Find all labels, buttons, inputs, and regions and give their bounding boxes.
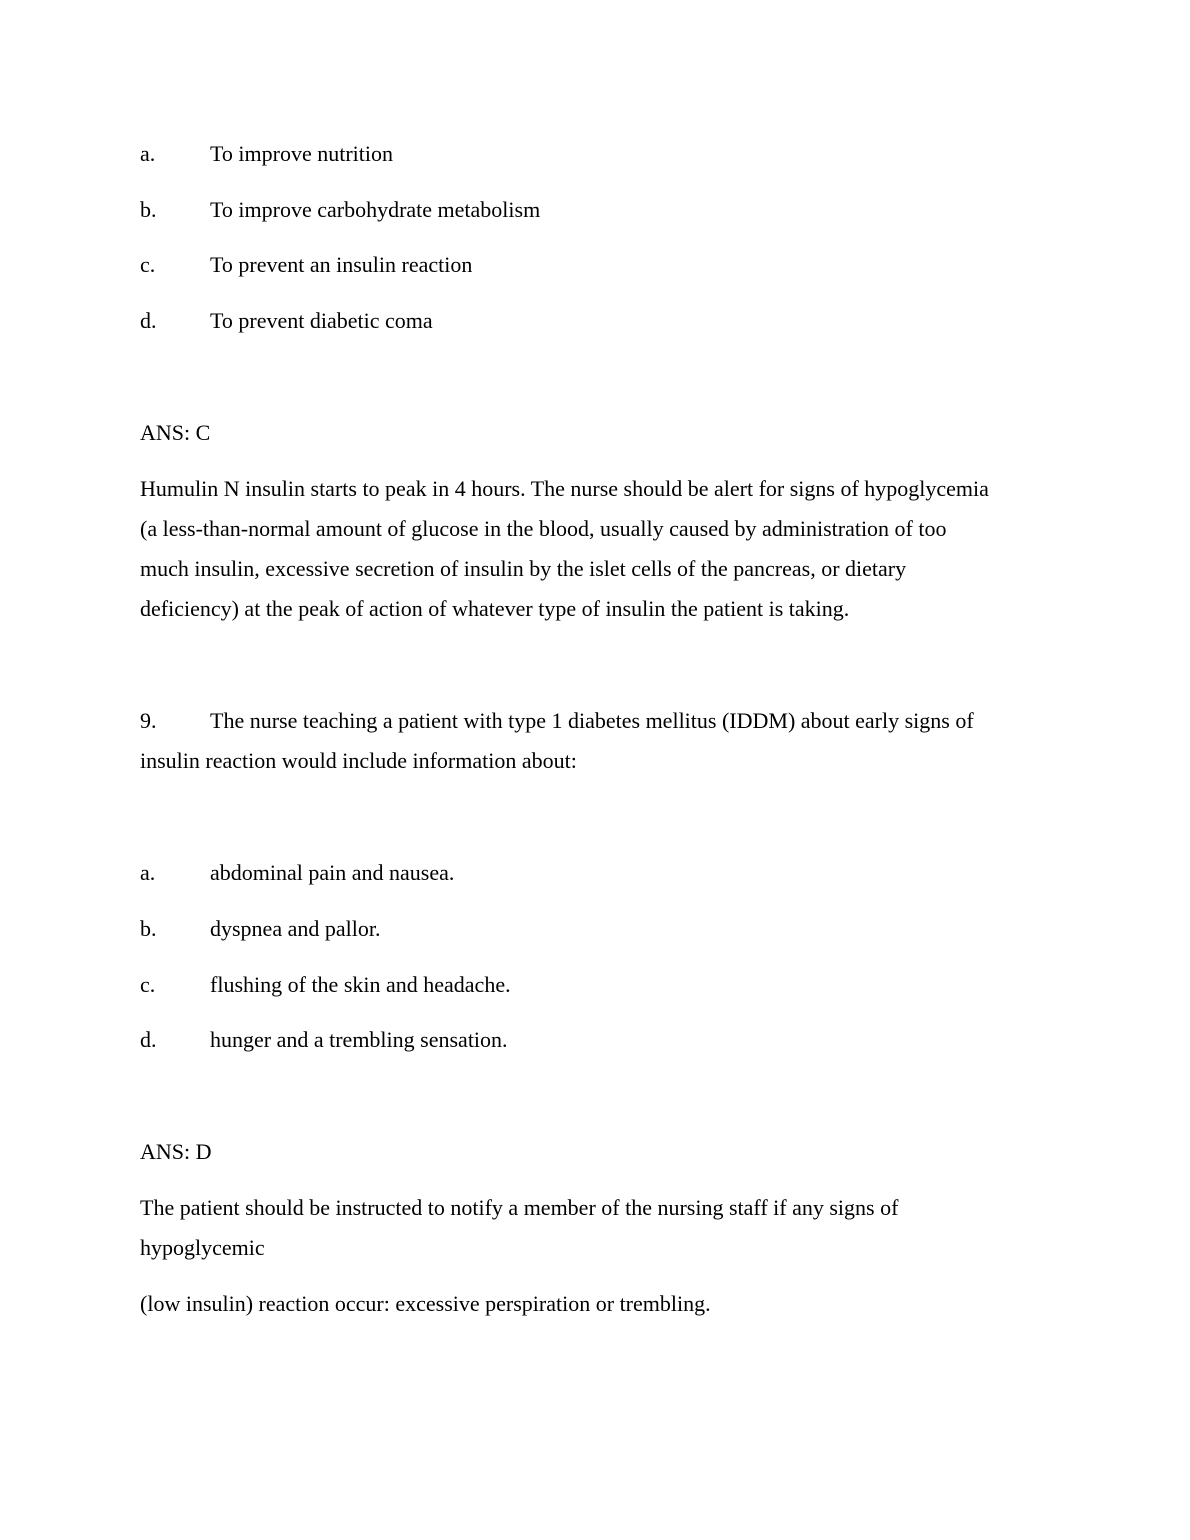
rationale-text: hypoglycemic: [140, 1235, 265, 1260]
option-text: To prevent diabetic coma: [210, 308, 433, 333]
option-letter: d.: [140, 1027, 157, 1052]
rationale-text: much insulin, excessive secretion of insulin by the islet cells of the pancreas, or dietary: [140, 556, 907, 581]
option-text: hunger and a trembling sensation.: [210, 1027, 508, 1052]
option-text: To prevent an insulin reaction: [210, 252, 473, 277]
answer-label: ANS: C: [140, 420, 211, 445]
option-text: To improve nutrition: [210, 141, 393, 166]
option-text: dyspnea and pallor.: [210, 916, 381, 941]
option-letter: a.: [140, 141, 156, 166]
question-text: The nurse teaching a patient with type 1 diabetes mellitus (IDDM) about early signs of: [210, 708, 974, 733]
option-text: flushing of the skin and headache.: [210, 972, 511, 997]
option-letter: d.: [140, 308, 157, 333]
rationale-text: Humulin N insulin starts to peak in 4 hours. The nurse should be alert for signs of hypoglycemia: [140, 476, 989, 501]
rationale-text: (a less-than-normal amount of glucose in the blood, usually caused by administration of too: [140, 516, 947, 541]
option-letter: c.: [140, 252, 156, 277]
question-text: insulin reaction would include information about:: [140, 748, 577, 773]
option-letter: a.: [140, 860, 156, 885]
rationale-text: (low insulin) reaction occur: excessive perspiration or trembling.: [140, 1291, 711, 1316]
option-text: abdominal pain and nausea.: [210, 860, 455, 885]
question-number: 9.: [140, 708, 157, 733]
option-text: To improve carbohydrate metabolism: [210, 197, 541, 222]
rationale-text: deficiency) at the peak of action of whatever type of insulin the patient is taking.: [140, 596, 850, 621]
option-letter: c.: [140, 972, 156, 997]
option-letter: b.: [140, 197, 157, 222]
answer-label: ANS: D: [140, 1139, 212, 1164]
rationale-text: The patient should be instructed to notify a member of the nursing staff if any signs of: [140, 1195, 899, 1220]
option-letter: b.: [140, 916, 157, 941]
